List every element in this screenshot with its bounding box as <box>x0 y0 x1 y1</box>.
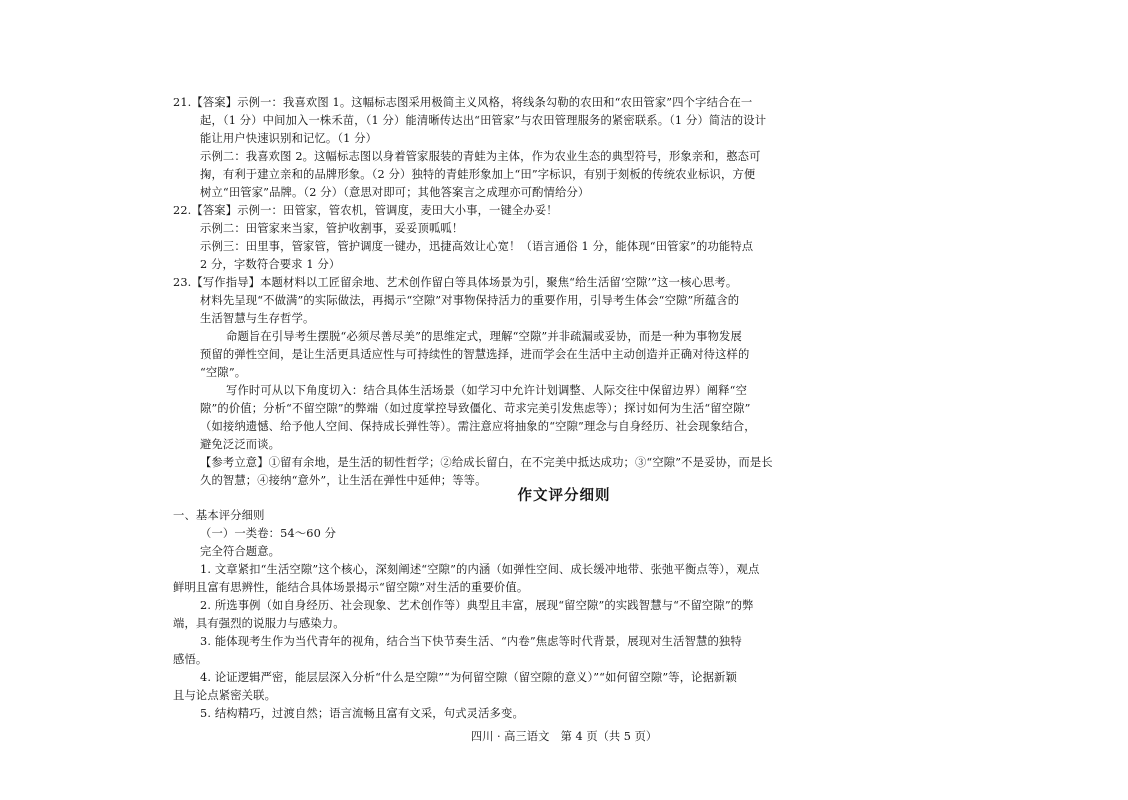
q21-line-4: 示例二：我喜欢图 2。这幅标志图以身着管家服装的青蛙为主体，作为农业生态的典型符号，形象亲和，憨态可 <box>200 150 761 163</box>
grade-intro: 完全符合题意。 <box>200 545 281 558</box>
q23-line-3: 生活智慧与生存哲学。 <box>200 312 315 325</box>
q23-line-9: （如接纳遗憾、给予他人空间、保持成长弹性等）。需注意应将抽象的“空隙”理念与自身经历、社会现象结合， <box>200 420 756 433</box>
q21-line-1: 21.【答案】示例一：我喜欢图 1。这幅标志图采用极简主义风格，将线条勾勒的农田和“农田管家”四个字结合在一 <box>173 96 753 109</box>
scoring-line-9: 5. 结构精巧，过渡自然；语言流畅且富有文采，句式灵活多变。 <box>200 707 524 720</box>
scoring-line-2: 鲜明且富有思辨性，能结合具体场景揭示“留空隙”对生活的重要价值。 <box>173 581 529 594</box>
q23-line-1: 23.【写作指导】本题材料以工匠留余地、艺术创作留白等具体场景为引，聚焦“给生活留‘空隙’”这一核心思考。 <box>173 276 738 289</box>
q21-line-5: 掬，有利于建立亲和的品牌形象。（2 分）独特的青蛙形象加上“田”字标识，有别于刻板的传统农业标识，方便 <box>200 168 756 181</box>
q22-line-2: 示例二：田管家来当家，管护收割事，妥妥顶呱呱！ <box>200 222 464 235</box>
q23-line-2: 材料先呈现“不做满”的实际做法，再揭示“空隙”对事物保持活力的重要作用，引导考生体会“空隙”所蕴含的 <box>200 294 740 307</box>
scoring-line-4: 端，具有强烈的说服力与感染力。 <box>173 617 345 630</box>
q22-line-3: 示例三：田里事，管家管，管护调度一键办，迅捷高效让心宽！（语言通俗 1 分，能体现“田管家”的功能特点 <box>200 240 754 253</box>
q21-line-6: 树立“田管家”品牌。（2 分）（意思对即可；其他答案言之成理亦可酌情给分） <box>200 186 590 199</box>
q21-line-3: 能让用户快速识别和记忆。（1 分） <box>200 132 378 145</box>
scoring-line-6: 感悟。 <box>173 653 208 666</box>
q22-line-1: 22.【答案】示例一：田管家，管农机，管调度，麦田大小事，一键全办妥！ <box>173 204 558 217</box>
scoring-line-8: 且与论点紧密关联。 <box>173 689 277 702</box>
q23-line-4: 命题旨在引导考生摆脱“必须尽善尽美”的思维定式，理解“空隙”并非疏漏或妥协，而是一种为事物发展 <box>226 330 742 343</box>
q23-line-5: 预留的弹性空间，是让生活更具适应性与可持续性的智慧选择，进而学会在生活中主动创造并正确对待这样的 <box>200 348 750 361</box>
scoring-line-1: 1. 文章紧扣“生活空隙”这个核心，深刻阐述“空隙”的内涵（如弹性空间、成长缓冲地带、张弛平衡点等），观点 <box>200 563 760 576</box>
scoring-line-3: 2. 所选事例（如自身经历、社会现象、艺术创作等）典型且丰富，展现“留空隙”的实践智慧与“不留空隙”的弊 <box>200 599 754 612</box>
page-footer: 四川 · 高三语文 第 4 页（共 5 页） <box>470 730 658 743</box>
q23-line-12: 久的智慧；④接纳“意外”，让生活在弹性中延伸；等等。 <box>200 474 487 487</box>
scoring-line-5: 3. 能体现考生作为当代青年的视角，结合当下快节奏生活、“内卷”焦虑等时代背景，展现对生活智慧的独特 <box>200 635 742 648</box>
q23-line-6: “空隙”。 <box>200 366 247 379</box>
q23-line-10: 避免泛泛而谈。 <box>200 438 281 451</box>
scoring-title: 作文评分细则 <box>517 487 611 504</box>
grade-heading: （一）一类卷：54～60 分 <box>200 527 337 540</box>
q21-line-2: 起，（1 分）中间加入一株禾苗，（1 分）能清晰传达出“田管家”与农田管理服务的紧密联系。（1 分）简洁的设计 <box>200 114 767 127</box>
q23-line-7: 写作时可从以下角度切入：结合具体生活场景（如学习中允许计划调整、人际交往中保留边界）阐释“空 <box>226 384 748 397</box>
q23-line-11: 【参考立意】①留有余地，是生活的韧性哲学；②给成长留白，在不完美中抵达成功；③“空隙”不是妥协，而是长 <box>200 456 773 469</box>
scoring-line-7: 4. 论证逻辑严密，能层层深入分析“什么是空隙”“为何留空隙（留空隙的意义）”“如何留空隙”等，论据新颖 <box>200 671 737 684</box>
q22-line-4: 2 分，字数符合要求 1 分） <box>200 258 341 271</box>
scoring-section-heading: 一、基本评分细则 <box>173 509 265 522</box>
q23-line-8: 隙”的价值；分析“不留空隙”的弊端（如过度掌控导致僵化、苛求完美引发焦虑等）；探讨如何为生活“留空隙” <box>200 402 751 415</box>
